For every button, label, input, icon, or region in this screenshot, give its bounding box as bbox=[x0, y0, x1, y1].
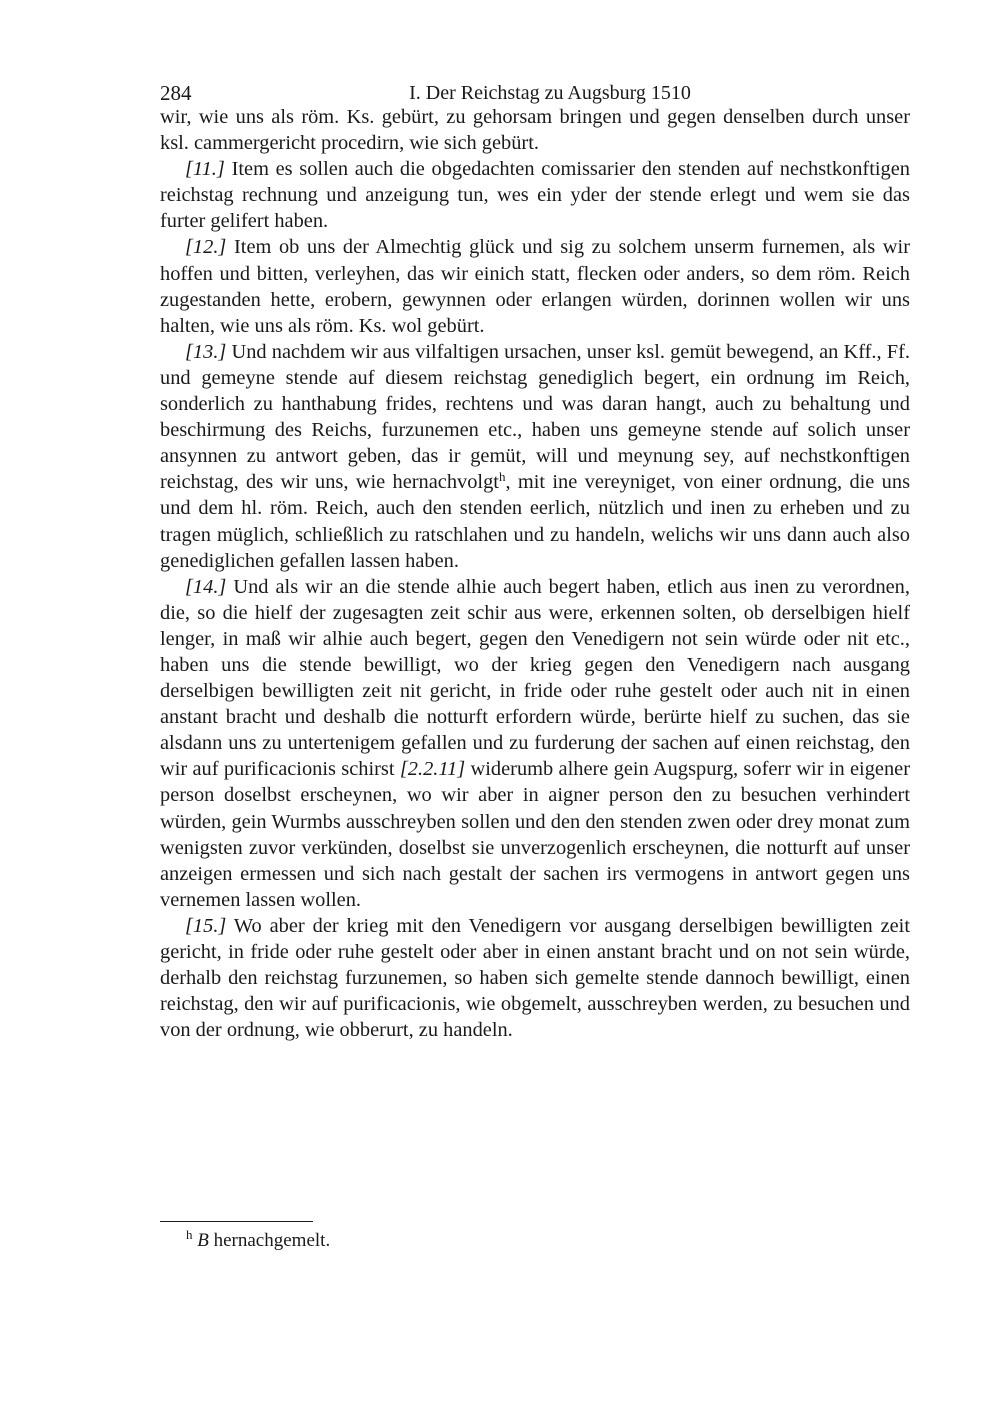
footnote-reference[interactable]: h bbox=[498, 469, 506, 485]
paragraph-text: , mit ine vereyniget, von einer ordnung, die uns und dem hl. röm. Reich, auch den stenden eerlich, nützlich und inen zu erheben und zu tragen müglich, schließlich zu ratschlahen und zu handeln, welichs wir uns dann auch also genediglichen gefallen lassen haben. bbox=[160, 471, 911, 572]
paragraph-text: Item ob uns der Almechtig glück und sig zu solchem unserm furnemen, als wir hoffen und bitten, verleyhen, das wir einich statt, flecken oder anders, so dem röm. Reich zugestanden hette, erobern, gewynnen oder erlangen würden, dorinnen wollen wir uns halten, wie uns als röm. Ks. wol gebürt. bbox=[160, 236, 910, 337]
paragraph-number: [12.] bbox=[185, 236, 227, 259]
paragraph-13 bbox=[160, 339, 910, 574]
paragraph-text: Und nachdem wir aus vilfaltigen ursachen, unser ksl. gemüt bewegend, an Kff., Ff. und gemeyne stende auf diesem reichstag genediglich begert, ein ordnung im Reich, sonderlich zu hanthabung frides, rechtens und was daran hangt, auch zu behaltung und beschirmung des Reichs, furzunemen etc., haben uns gemeyne stende auf solich unser ansynnen zu antwort geben, das ir gemüt, will und meynung sey, auf nechstkonftigen reichstag, des wir uns, wie hernachvolgt bbox=[160, 340, 910, 494]
paragraph-number: [14.] bbox=[185, 575, 227, 598]
footnote-mark: h bbox=[186, 1227, 193, 1242]
page bbox=[160, 78, 910, 1043]
paragraph-number: [11.] bbox=[185, 158, 225, 181]
body-text bbox=[160, 104, 910, 1043]
paragraph-14 bbox=[160, 574, 910, 913]
paragraph-text: Wo aber der krieg mit den Venedigern vor ausgang derselbigen bewilligten zeit gericht, in fride oder ruhe gestelt oder aber in einen anstant bracht und on not sein würde, derhalb den reichstag furzunemen, so haben sich gemelte stende dannoch bewilligt, einen reichstag, den wir auf purificacionis, wie obgemelt, ausschreyben werden, zu besuchen und von der ordnung, wie obberurt, zu handeln. bbox=[160, 914, 910, 1042]
paragraph-15 bbox=[160, 913, 910, 1043]
paragraph-text: Und als wir an die stende alhie auch begert haben, etlich aus inen zu verordnen, die, so die hielf der zugesagten zeit schir aus were, erkennen solten, ob derselbigen hielf lenger, in maß wir alhie auch begert, gegen den Venedigern not sein würde oder nit etc., haben uns die stende bewilligt, wo der krieg gegen den Venedigern nach ausgang derselbigen bewilligten zeit nit gericht, in fride oder ruhe gestelt oder auch nit in einen anstant bracht und deshalb die notturft erfordern würde, berürte hielf zu suchen, das sie alsdann uns zu untertenigem gefallen und zu furderung der sachen auf einen reichstag, den wir auf purificacionis schirst bbox=[160, 575, 910, 781]
paragraph-text: wir, wie uns als röm. Ks. gebürt, zu gehorsam bringen und gegen denselben durch unser ksl. cammergericht procedirn, wie sich gebürt. bbox=[160, 106, 910, 155]
running-head bbox=[160, 78, 910, 108]
page-number: 284 bbox=[160, 81, 192, 105]
paragraph-12 bbox=[160, 234, 910, 338]
footnote bbox=[186, 1228, 330, 1254]
footnote-siglum: B bbox=[197, 1230, 209, 1251]
running-title: I. Der Reichstag zu Augsburg 1510 bbox=[409, 82, 691, 104]
paragraph-11 bbox=[160, 156, 910, 234]
paragraph-number: [15.] bbox=[185, 914, 227, 937]
paragraph-text: Item es sollen auch die obgedachten comissarier den stenden auf nechstkonftigen reichstag rechnung und anzeigung tun, wes ein yder der stende erlegt und wem sie das furter gelifert haben. bbox=[160, 158, 910, 233]
paragraph-continuation bbox=[160, 104, 910, 156]
footnote-divider bbox=[160, 1221, 313, 1222]
paragraph-text: widerumb alhere gein Augspurg, soferr wir in eigener person doselbst erscheynen, wo wir aber in aigner person den zu besuchen verhindert würden, gein Wurmbs ausschreyben sollen und den den stenden zwen oder drey monat zum wenigsten zuvor verkünden, doselbst sie unverzogenlich erscheynen, die notturft auf unser anzeigen ermessen und sich nach gestalt der sachen irs vermogens in antwort gegen uns vernemen lassen wollen. bbox=[160, 758, 910, 911]
paragraph-number: [13.] bbox=[185, 340, 227, 363]
date-reference: [2.2.11] bbox=[399, 758, 466, 781]
footnote-text: hernachgemelt. bbox=[213, 1230, 331, 1251]
